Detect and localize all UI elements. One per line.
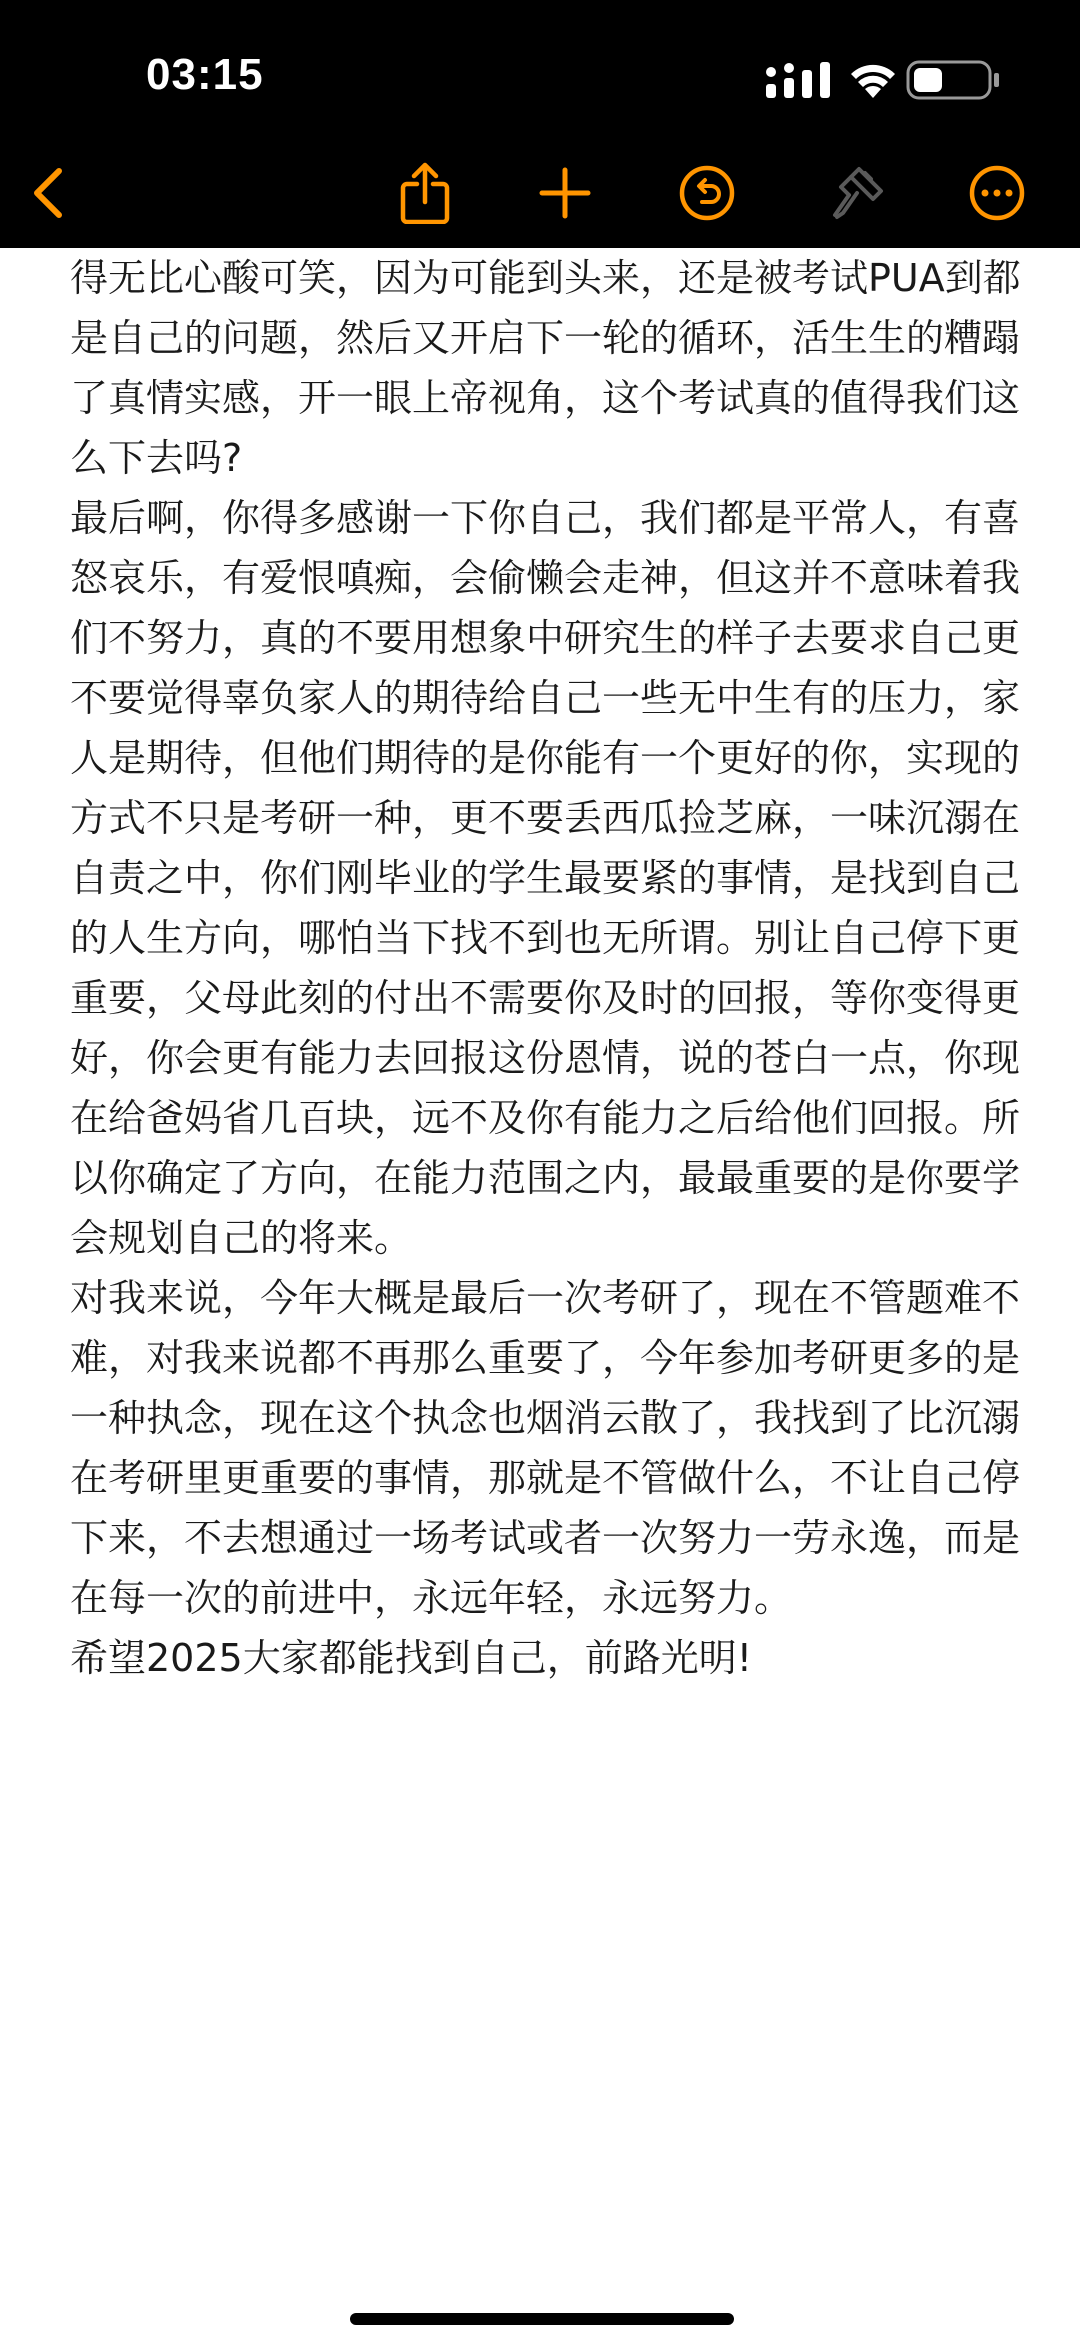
status-bar (0, 0, 1080, 150)
note-body[interactable] (70, 248, 1030, 1688)
note-paragraph: 希望2025大家都能找到自己，前路光明! (70, 1636, 752, 1680)
top-bar (0, 0, 1080, 248)
undo-button[interactable] (672, 158, 742, 228)
brush-icon (827, 163, 887, 223)
home-indicator[interactable] (350, 2313, 734, 2325)
back-button[interactable] (14, 158, 84, 228)
status-icons (766, 58, 1006, 102)
share-button[interactable] (390, 158, 460, 228)
wifi-icon (848, 60, 898, 100)
more-button[interactable] (962, 158, 1032, 228)
markup-button[interactable] (822, 158, 892, 228)
note-paragraph: 得无比心酸可笑，因为可能到头来，还是被考试PUA到都是自己的问题，然后又开启下一轮的循环，活生生的糟蹋了真情实感，开一眼上帝视角，这个考试真的值得我们这么下去吗? (70, 256, 1021, 480)
note-paragraph: 最后啊，你得多感谢一下你自己，我们都是平常人，有喜怒哀乐，有爱恨嗔痴，会偷懒会走神，但这并不意味着我们不努力，真的不要用想象中研究生的样子去要求自己更不要觉得辜负家人的期待给自己一些无中生有的压力，家人是期待，但他们期待的是你能有一个更好的你，实现的方式不只是考研一种，更不要丢西瓜捡芝麻，一味沉溺在自责之中，你们刚毕业的学生最要紧的事情，是找到自己的人生方向，哪怕当下找不到也无所谓。别让自己停下更重要，父母此刻的付出不需要你及时的回报，等你变得更好，你会更有能力去回报这份恩情，说的苍白一点，你现在给爸妈省几百块，远不及你有能力之后给他们回报。所以你确定了方向，在能力范围之内，最最重要的是你要学会规划自己的将来。 (70, 496, 1021, 1260)
share-icon (397, 162, 453, 224)
battery-icon (906, 60, 1002, 100)
plus-icon (538, 166, 592, 220)
status-time: 03:15 (146, 50, 264, 99)
note-paragraph: 对我来说，今年大概是最后一次考研了，现在不管题难不难，对我来说都不再那么重要了，今年参加考研更多的是一种执念，现在这个执念也烟消云散了，我找到了比沉溺在考研里更重要的事情，那就是不管做什么，不让自己停下来，不去想通过一场考试或者一次努力一劳永逸，而是在每一次的前进中，永远年轻，永远努力。 (70, 1276, 1021, 1620)
add-button[interactable] (530, 158, 600, 228)
note-toolbar (0, 150, 1080, 248)
chevron-left-icon (29, 167, 69, 219)
undo-icon (678, 164, 736, 222)
ellipsis-circle-icon (968, 164, 1026, 222)
cellular-signal-icon (766, 62, 832, 98)
